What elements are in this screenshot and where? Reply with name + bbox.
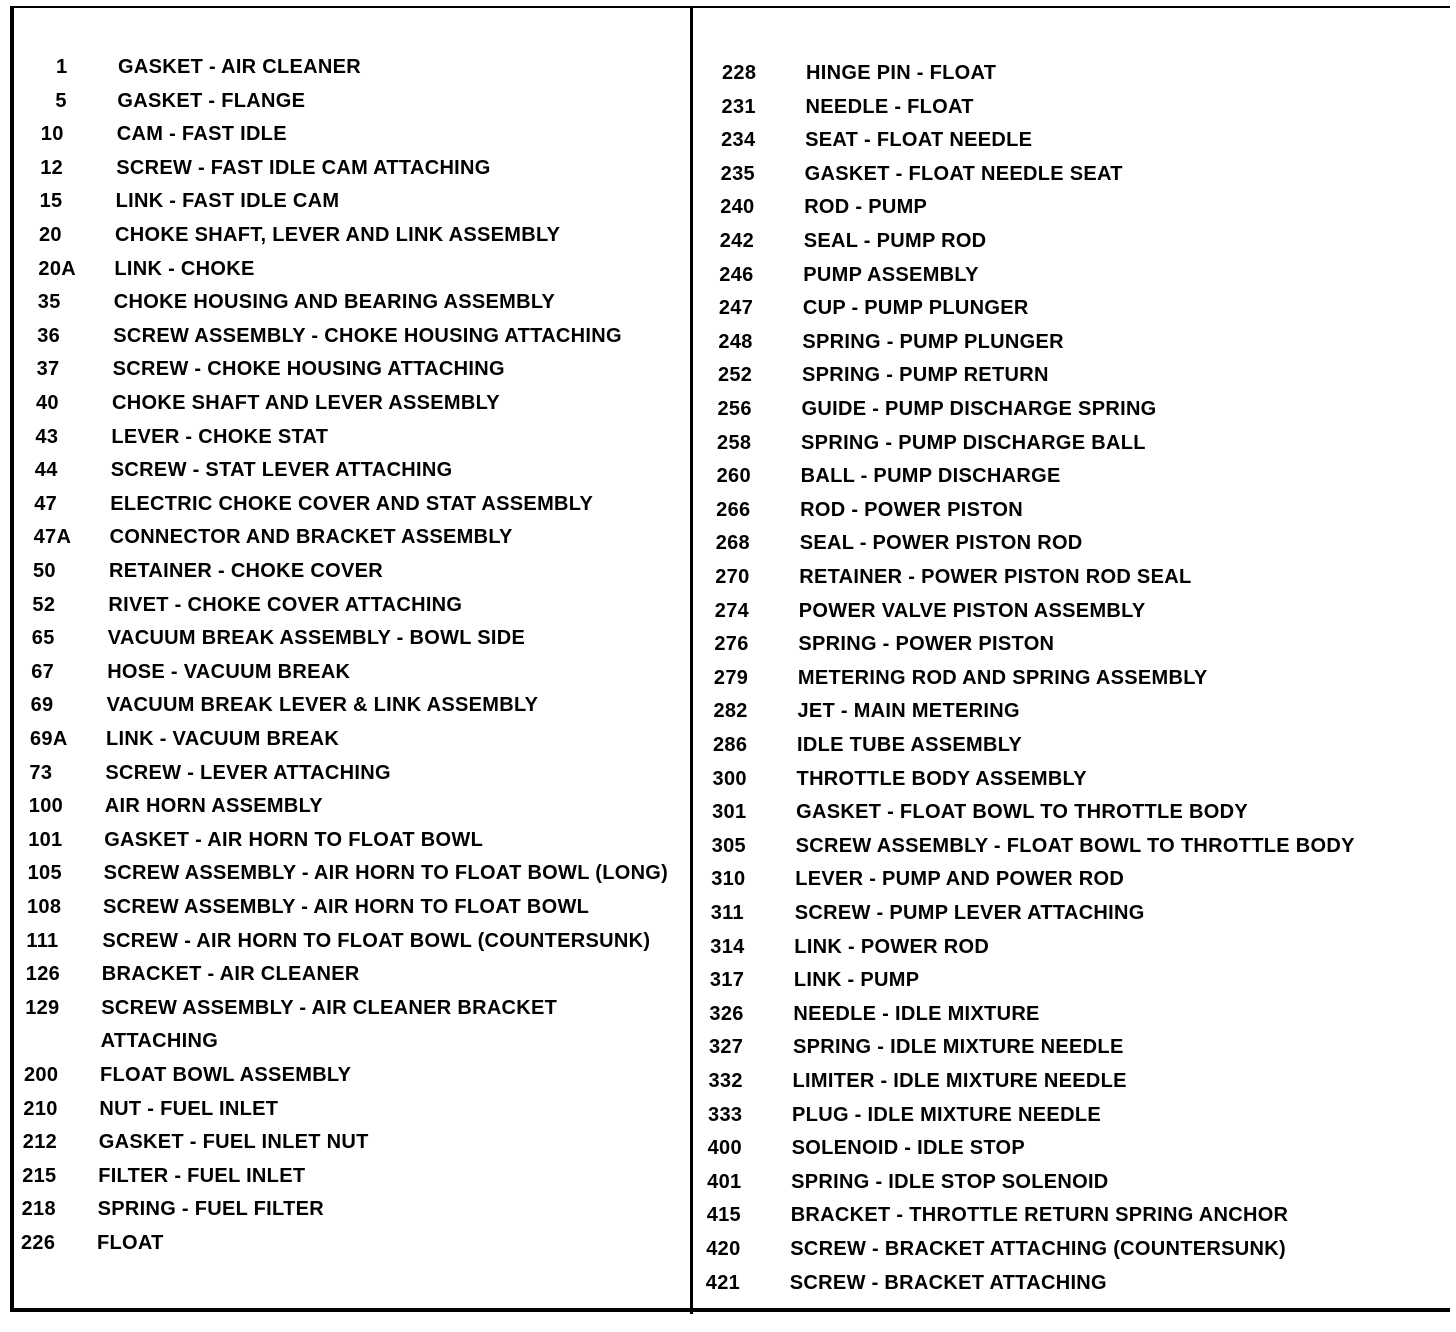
part-description: SPRING - IDLE MIXTURE NEEDLE xyxy=(792,1036,1124,1059)
part-description: SCREW ASSEMBLY - AIR HORN TO FLOAT BOWL (LONG) xyxy=(103,862,669,885)
part-description: HOSE - VACUUM BREAK xyxy=(107,660,351,683)
part-number: 270 xyxy=(715,566,750,588)
part-number: 226 xyxy=(21,1232,56,1254)
part-description: SCREW - BRACKET ATTACHING xyxy=(789,1271,1107,1294)
part-number: 228 xyxy=(722,62,757,84)
part-number: 50 xyxy=(33,560,56,582)
part-description: POWER VALVE PISTON ASSEMBLY xyxy=(798,599,1146,622)
part-description: JET - MAIN METERING xyxy=(797,700,1020,723)
part-number: 326 xyxy=(709,1002,744,1025)
part-description: METERING ROD AND SPRING ASSEMBLY xyxy=(797,666,1208,689)
part-number: 258 xyxy=(717,431,752,454)
part-description: SCREW ASSEMBLY - CHOKE HOUSING ATTACHING xyxy=(113,324,622,347)
part-description: SPRING - PUMP RETURN xyxy=(801,364,1049,387)
part-number: 266 xyxy=(716,498,751,521)
part-description: LINK - VACUUM BREAK xyxy=(106,728,340,750)
part-description: NUT - FUEL INLET xyxy=(99,1097,279,1120)
part-description: SPRING - IDLE STOP SOLENOID xyxy=(791,1170,1109,1193)
part-number: 234 xyxy=(721,129,756,152)
part-number: 101 xyxy=(28,828,63,851)
part-number: 300 xyxy=(712,767,747,790)
part-description: LINK - POWER ROD xyxy=(794,935,990,958)
part-description: SEAL - POWER PISTON ROD xyxy=(799,532,1083,555)
part-number: 69 xyxy=(30,694,54,717)
part-number: 246 xyxy=(719,263,754,286)
part-number: 420 xyxy=(706,1238,741,1260)
part-number: 240 xyxy=(720,196,755,219)
part-description: VACUUM BREAK ASSEMBLY - BOWL SIDE xyxy=(107,627,526,650)
part-description: HINGE PIN - FLOAT xyxy=(806,62,997,84)
part-description: AIR HORN ASSEMBLY xyxy=(104,795,323,818)
part-description: SCREW - STAT LEVER ATTACHING xyxy=(110,459,453,482)
part-description: CONNECTOR AND BRACKET ASSEMBLY xyxy=(109,526,513,549)
part-number: 256 xyxy=(717,398,752,420)
part-description: PLUG - IDLE MIXTURE NEEDLE xyxy=(792,1103,1101,1126)
part-number: 69A xyxy=(30,728,68,750)
part-description: GASKET - AIR CLEANER xyxy=(118,56,362,78)
part-description: GASKET - FLOAT BOWL TO THROTTLE BODY xyxy=(796,801,1248,824)
part-description: SCREW - BRACKET ATTACHING (COUNTERSUNK) xyxy=(790,1238,1286,1260)
part-description: ROD - POWER PISTON xyxy=(800,498,1023,521)
part-description: SCREW - FAST IDLE CAM ATTACHING xyxy=(116,156,491,179)
part-number: 10 xyxy=(40,123,64,146)
part-description: LIMITER - IDLE MIXTURE NEEDLE xyxy=(792,1070,1127,1092)
part-description: LEVER - PUMP AND POWER ROD xyxy=(795,868,1125,891)
part-number: 314 xyxy=(710,935,745,958)
part-description: LINK - CHOKE xyxy=(114,257,255,280)
part-description: SCREW ASSEMBLY - AIR HORN TO FLOAT BOWL xyxy=(103,896,590,918)
part-description: ELECTRIC CHOKE COVER AND STAT ASSEMBLY xyxy=(110,492,594,515)
part-description: SPRING - PUMP DISCHARGE BALL xyxy=(801,431,1146,454)
part-number: 129 xyxy=(25,996,60,1019)
part-description: BRACKET - THROTTLE RETURN SPRING ANCHOR xyxy=(790,1204,1289,1227)
part-number: 215 xyxy=(22,1164,57,1187)
part-description: FLOAT xyxy=(97,1232,164,1254)
part-description: SEAL - PUMP ROD xyxy=(803,230,987,252)
part-number: 415 xyxy=(706,1204,741,1227)
part-number: 235 xyxy=(720,162,755,185)
part-number: 286 xyxy=(713,734,748,756)
part-number: 231 xyxy=(721,95,756,118)
part-number: 37 xyxy=(36,358,60,381)
part-description: PUMP ASSEMBLY xyxy=(803,263,979,286)
part-description: IDLE TUBE ASSEMBLY xyxy=(797,734,1023,756)
part-number: 108 xyxy=(27,896,62,918)
part-number: 310 xyxy=(711,868,746,891)
part-description: SPRING - POWER PISTON xyxy=(798,633,1055,656)
part-description: GASKET - FLOAT NEEDLE SEAT xyxy=(804,162,1123,185)
part-number: 47 xyxy=(34,492,58,515)
part-description: CAM - FAST IDLE xyxy=(116,123,287,146)
part-number: 65 xyxy=(31,627,55,650)
part-number: 282 xyxy=(713,700,748,723)
part-description: GUIDE - PUMP DISCHARGE SPRING xyxy=(801,398,1157,420)
part-number: 100 xyxy=(28,795,64,818)
part-number: 247 xyxy=(718,297,754,320)
part-number: 276 xyxy=(714,633,749,656)
part-description: SPRING - PUMP PLUNGER xyxy=(802,330,1064,353)
part-description: CHOKE SHAFT, LEVER AND LINK ASSEMBLY xyxy=(115,224,561,246)
part-description: BRACKET - AIR CLEANER xyxy=(101,963,360,986)
part-description: SCREW - LEVER ATTACHING xyxy=(105,761,391,784)
part-number: 35 xyxy=(37,291,61,314)
part-number: 327 xyxy=(708,1036,744,1059)
part-description: NEEDLE - IDLE MIXTURE xyxy=(793,1002,1040,1025)
part-number: 44 xyxy=(34,459,58,482)
part-description: NEEDLE - FLOAT xyxy=(805,95,974,118)
part-number: 333 xyxy=(708,1103,743,1126)
part-number: 126 xyxy=(25,963,61,986)
part-description: LEVER - CHOKE STAT xyxy=(111,425,329,448)
part-number: 332 xyxy=(708,1070,743,1092)
part-description: SCREW ASSEMBLY - AIR CLEANER BRACKET xyxy=(101,996,558,1019)
part-number: 421 xyxy=(705,1271,741,1294)
part-description: BALL - PUMP DISCHARGE xyxy=(800,465,1061,488)
part-number: 260 xyxy=(716,465,751,488)
part-number: 105 xyxy=(27,862,62,885)
part-description: CUP - PUMP PLUNGER xyxy=(802,297,1029,320)
part-number: 279 xyxy=(713,666,749,689)
part-description: VACUUM BREAK LEVER & LINK ASSEMBLY xyxy=(106,694,539,717)
part-number: 12 xyxy=(40,156,64,179)
part-number: 248 xyxy=(718,330,753,353)
part-number: 20A xyxy=(38,257,76,280)
part-number: 305 xyxy=(711,834,746,857)
part-description: FILTER - FUEL INLET xyxy=(98,1164,306,1187)
part-description: FLOAT BOWL ASSEMBLY xyxy=(100,1064,352,1086)
part-description: SCREW - PUMP LEVER ATTACHING xyxy=(794,902,1145,924)
part-number: 212 xyxy=(22,1131,58,1154)
part-number: 252 xyxy=(717,364,753,387)
part-number: 1 xyxy=(56,56,68,78)
part-description: GASKET - FUEL INLET NUT xyxy=(98,1131,369,1154)
part-number: 301 xyxy=(712,801,747,824)
part-description: GASKET - AIR HORN TO FLOAT BOWL xyxy=(104,828,484,851)
part-number: 5 xyxy=(55,89,67,112)
part-description: SEAT - FLOAT NEEDLE xyxy=(805,129,1033,152)
part-number: 43 xyxy=(35,425,59,448)
part-number: 401 xyxy=(707,1170,742,1193)
part-number: 218 xyxy=(21,1198,56,1221)
part-description: SCREW ASSEMBLY - FLOAT BOWL TO THROTTLE BODY xyxy=(795,834,1355,857)
part-description: GASKET - FLANGE xyxy=(117,89,306,112)
part-description: THROTTLE BODY ASSEMBLY xyxy=(796,767,1087,790)
part-description: SOLENOID - IDLE STOP xyxy=(791,1137,1026,1160)
part-number: 400 xyxy=(707,1137,742,1160)
part-number: 52 xyxy=(32,593,56,616)
part-number: 40 xyxy=(36,392,59,414)
part-number: 268 xyxy=(715,532,750,555)
part-number: 20 xyxy=(39,224,62,246)
column-divider xyxy=(690,8,693,1314)
part-number: 47A xyxy=(33,526,72,549)
part-number: 36 xyxy=(37,324,61,347)
part-description: ATTACHING xyxy=(100,1030,219,1053)
part-number: 210 xyxy=(23,1097,58,1120)
part-description: SCREW - CHOKE HOUSING ATTACHING xyxy=(112,358,505,381)
part-number: 311 xyxy=(710,902,744,924)
part-number: 317 xyxy=(709,969,745,992)
part-description: RETAINER - POWER PISTON ROD SEAL xyxy=(799,566,1192,588)
part-number: 274 xyxy=(714,599,750,622)
part-description: RIVET - CHOKE COVER ATTACHING xyxy=(108,593,463,616)
part-description: CHOKE SHAFT AND LEVER ASSEMBLY xyxy=(112,392,500,414)
part-description: LINK - FAST IDLE CAM xyxy=(115,190,340,213)
part-number: 15 xyxy=(39,190,63,213)
part-description: LINK - PUMP xyxy=(793,969,920,992)
part-number: 111 xyxy=(26,929,59,952)
part-description: CHOKE HOUSING AND BEARING ASSEMBLY xyxy=(113,291,556,314)
part-description: SPRING - FUEL FILTER xyxy=(97,1198,324,1221)
part-number: 242 xyxy=(719,230,755,252)
part-number: 67 xyxy=(31,660,55,683)
part-description: RETAINER - CHOKE COVER xyxy=(109,560,384,582)
part-number: 73 xyxy=(29,761,53,784)
part-description: ROD - PUMP xyxy=(804,196,928,219)
part-description: SCREW - AIR HORN TO FLOAT BOWL (COUNTERSUNK) xyxy=(102,929,651,952)
part-number: 200 xyxy=(24,1064,59,1086)
